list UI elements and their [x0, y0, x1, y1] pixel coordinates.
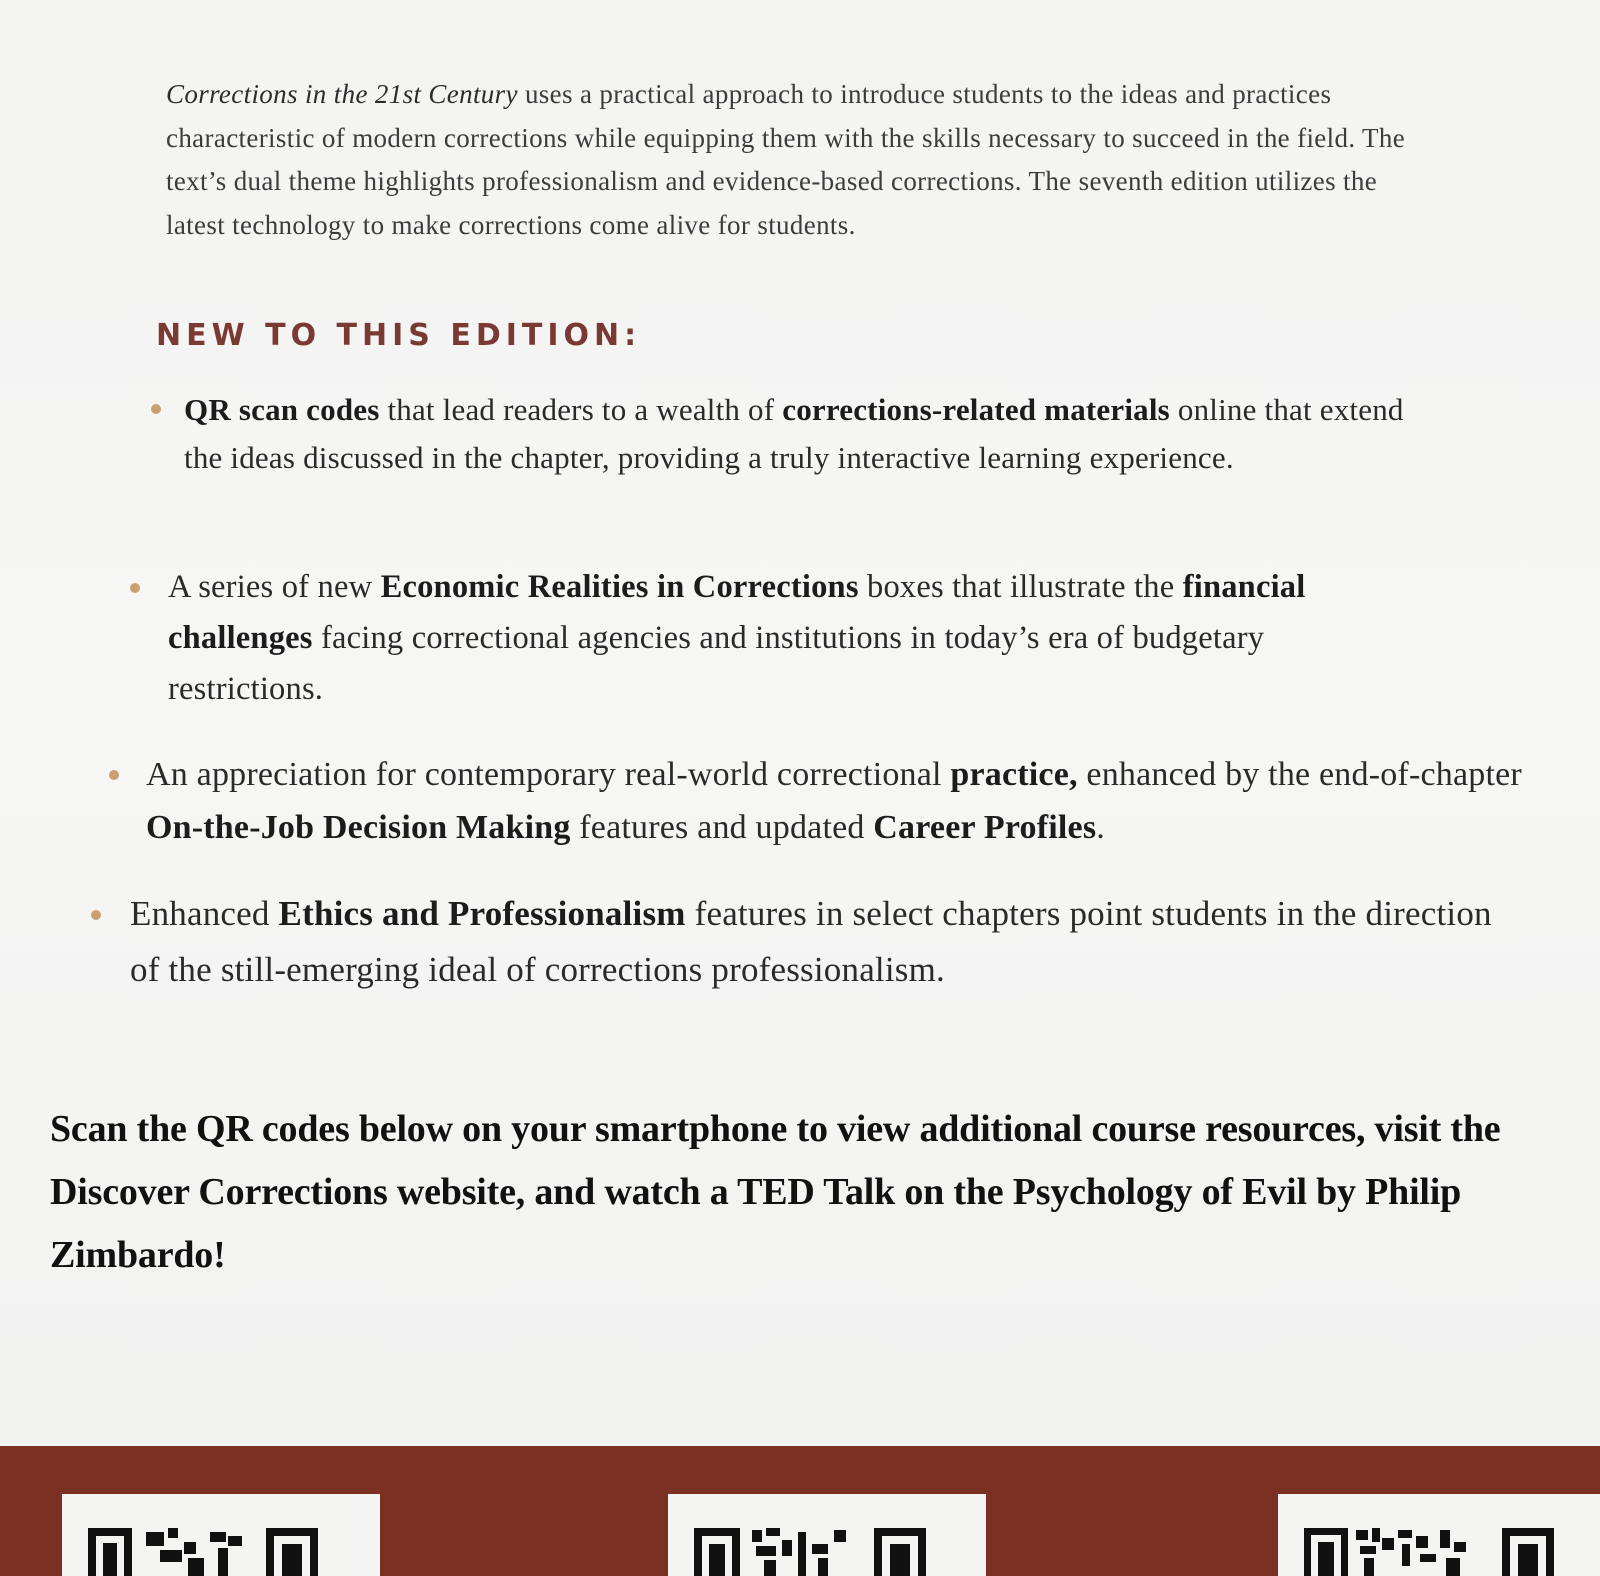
- item-text: .: [1096, 809, 1105, 846]
- qr-card-resources[interactable]: [62, 1494, 380, 1576]
- qr-code-icon: [1304, 1528, 1574, 1576]
- intro-text: uses a practical approach to introduce students to the ideas and practices characteristic of modern corrections while equipping them with the skills necessary to succeed in the field. The text’s dual theme highlights professionalism and evidence-based corrections. The seventh edition utilizes the latest technology to make corrections come alive for students.: [166, 79, 1406, 240]
- bold-term: Ethics and Professionalism: [278, 894, 686, 933]
- book-title: Corrections in the 21st Century: [166, 79, 518, 109]
- item-text: that lead readers to a wealth of: [379, 392, 783, 427]
- bold-term: financial challenges: [168, 569, 1306, 656]
- item-text: features and updated: [570, 809, 874, 846]
- qr-card-ted-talk[interactable]: [1278, 1494, 1600, 1576]
- bold-term: Economic Realities in Corrections: [380, 569, 859, 605]
- list-item: [130, 886, 1530, 998]
- bold-term: corrections-related materials: [782, 392, 1170, 427]
- item-text: online that extend the ideas discussed in the chapter, providing a truly interactive learning experience.: [184, 392, 1404, 475]
- qr-card-website[interactable]: [668, 1494, 986, 1576]
- item-text: enhanced by the end-of-chapter: [1077, 756, 1522, 793]
- item-text: boxes that illustrate the: [858, 569, 1183, 605]
- bullet-dot-icon: [91, 910, 101, 920]
- item-text: features in select chapters point students in the direction of the still-emerging ideal of corrections professionalism.: [130, 894, 1492, 989]
- item-text: A series of new: [168, 569, 381, 605]
- bold-term: On-the-Job Decision Making: [146, 809, 571, 846]
- item-text: Enhanced: [130, 894, 279, 933]
- qr-code-icon: [88, 1528, 358, 1576]
- section-heading: NEW TO THIS EDITION:: [156, 318, 642, 353]
- list-item: [184, 386, 1404, 482]
- scan-instruction: Scan the QR codes below on your smartphone to view additional course resources, visit the Discover Corrections website, and watch a TED Talk on the Psychology of Evil by Philip Zimbardo!: [50, 1108, 1501, 1276]
- list-item: [146, 748, 1546, 854]
- item-text: An appreciation for contemporary real-world correctional: [146, 756, 951, 793]
- intro-paragraph: [166, 73, 1416, 247]
- item-text: facing correctional agencies and institutions in today’s era of budgetary restrictions.: [168, 620, 1265, 707]
- qr-code-icon: [694, 1528, 964, 1576]
- bullet-dot-icon: [151, 404, 161, 414]
- list-item: [168, 562, 1418, 715]
- bullet-dot-icon: [130, 583, 140, 593]
- bullet-dot-icon: [109, 770, 119, 780]
- bold-term: Career Profiles: [873, 809, 1097, 846]
- bold-term: practice,: [950, 756, 1078, 793]
- bold-term: QR scan codes: [184, 392, 380, 427]
